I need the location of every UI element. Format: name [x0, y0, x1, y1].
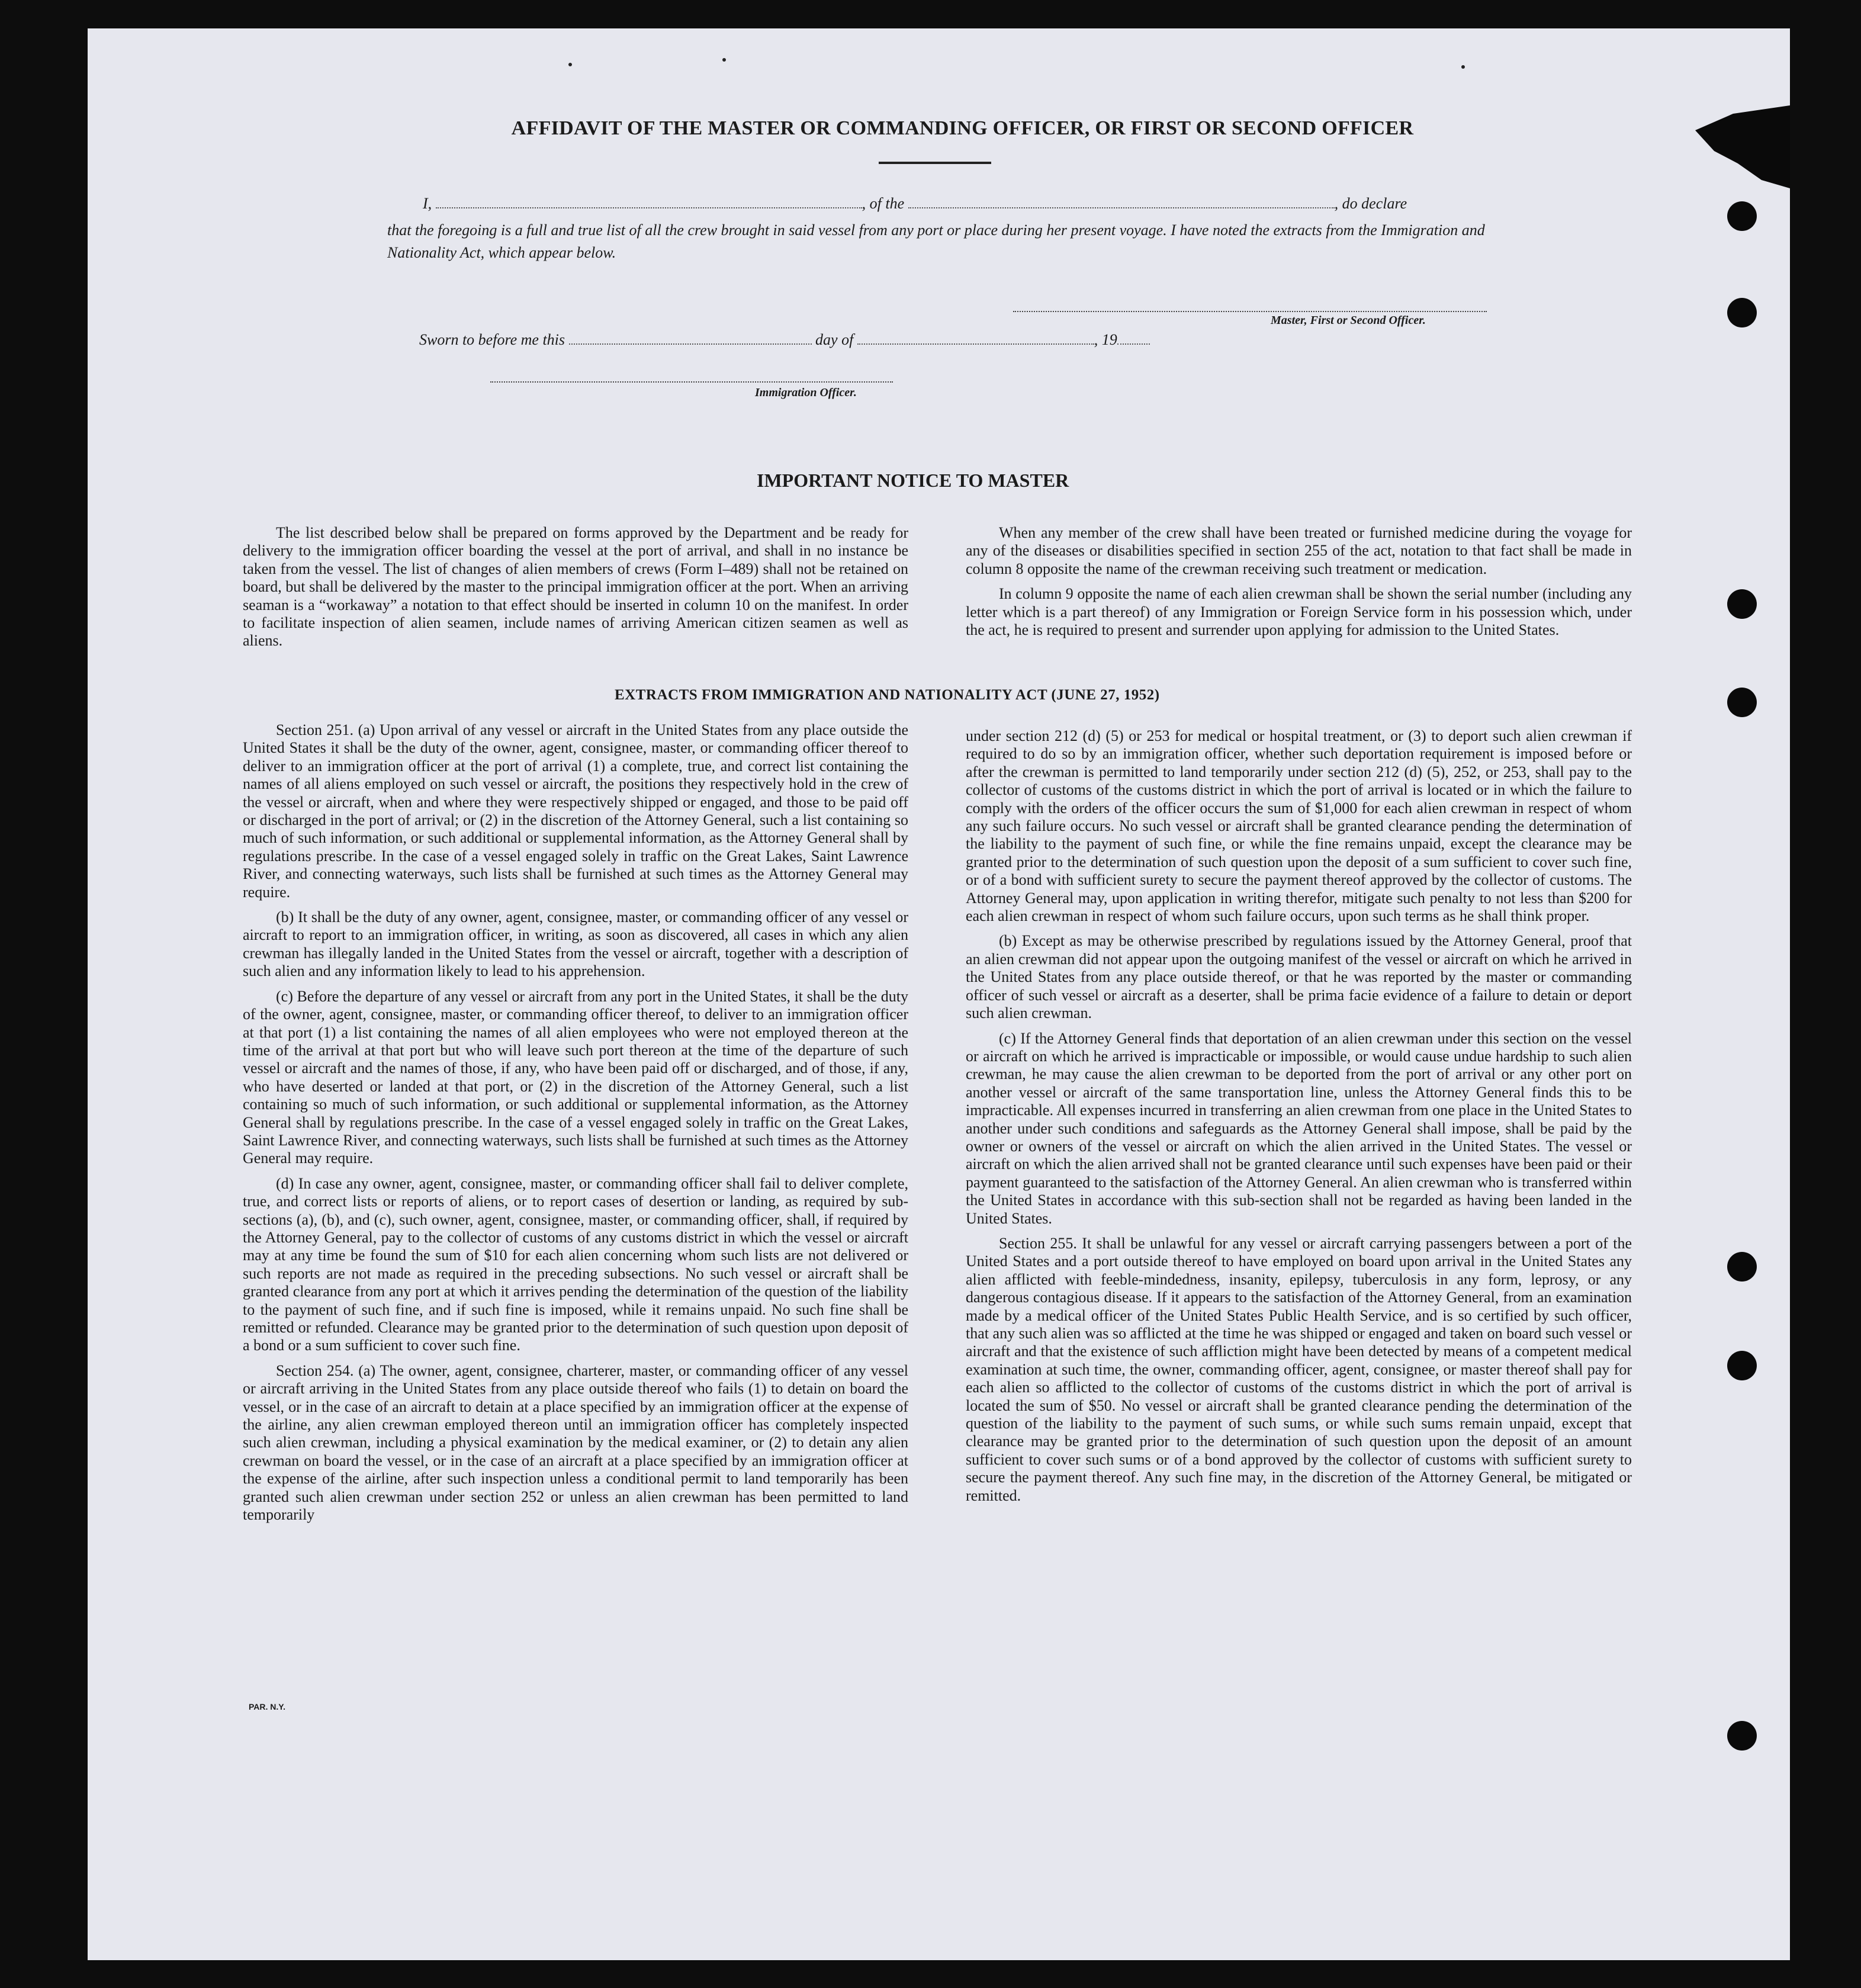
sworn-month-field[interactable]: [857, 330, 1094, 345]
extract-paragraph: (b) It shall be the duty of any owner, agent, consignee, master, or commanding officer of any vessel or aircraft to report to an immigration officer, in writing, as soon as discovered, all cases in which any alien crewman has illegally landed in the United States from the vessel or aircraft, together with a description of such alien and any information likely to lead to his apprehension.: [243, 908, 908, 980]
speck: [1461, 65, 1465, 69]
declare-suffix: , do declare: [1334, 195, 1407, 212]
vessel-name-field[interactable]: [908, 194, 1335, 208]
title-divider: [879, 162, 991, 164]
binder-hole: [1727, 201, 1757, 231]
declarant-name-field[interactable]: [436, 194, 862, 208]
declarant-prefix: I,: [423, 195, 432, 212]
extract-paragraph: (c) If the Attorney General finds that deportation of an alien crewman under this section on the vessel or aircraft on which he arrived is impracticable or impossible, or would cause undue hardship to such alien crewman, he may cause the alien crewman to be deported from the port of arrival or any other port on another vessel or aircraft of the same transportation line, unless the Attorney General finds this to be impracticable. All expenses incurred in transferring an alien crewman from one place in the United States to another under such conditions and safeguards as the Attorney General shall impose, shall be paid by the owner or owners of the vessel or aircraft on which the alien arrived in the United States. The vessel or aircraft on which the alien arrived shall not be granted clearance until such expenses have been paid or their payment guaranteed to the satisfaction of the Attorney General. An alien crewman who is transferred within the United States in accordance with this sub-section shall not be regarded as having been landed in the United States.: [966, 1029, 1632, 1227]
binder-hole: [1727, 298, 1757, 327]
notice-paragraph: The list described below shall be prepared on forms approved by the Department and be ready for delivery to the immigration officer boarding the vessel at the port of arrival, and shall in no instance be taken from the vessel. The list of changes of alien members of crews (Form I–489) shall not be retained on board, but shall be delivered by the master to the principal immigration officer at the port. When an arriving seaman is a “workaway” a notation to that effect should be inserted in column 10 on the manifest. In order to facilitate inspection of alien seamen, include names of arriving American citizen seamen as well as aliens.: [243, 524, 908, 650]
declaration-line: [423, 194, 1407, 213]
extracts-right-column: [966, 727, 1632, 1512]
document-page: [88, 28, 1790, 1960]
binder-hole: [1727, 1252, 1757, 1282]
binder-hole: [1727, 688, 1757, 717]
extract-paragraph: Section 254. (a) The owner, agent, consignee, charterer, master, or commanding officer of any vessel or aircraft arriving in the United States from any place outside thereof who fails (1) to detain on board the vessel, or in the case of an aircraft to detain at a place specified by an immigration officer at the expense of the airline, any alien crewman employed thereon until an immigration officer has completely inspected such alien crewman, including a physical examination by the medical examiner, or (2) to detain any alien crewman on board the vessel, or in the case of an aircraft at a place specified by an immigration officer at the expense of the airline, after such inspection unless a conditional permit to land temporarily has been granted such alien crewman under section 252 or unless an alien crewman has been permitted to land temporarily: [243, 1361, 908, 1524]
extract-paragraph: (c) Before the departure of any vessel or aircraft from any port in the United States, it shall be the duty of the owner, agent, consignee, master, or commanding officer thereof, to deliver to an immigration officer at that port (1) a list containing the names of all alien employees who were not employed thereon at the time of the arrival at that port but who will leave such port thereon at the time of the departure of such vessel or aircraft and the names of those, if any, who have been paid off or discharged, and of those, if any, who have deserted or landed at that port, or (2) in the discretion of the Attorney General, such a list containing so much of such information, or such additional or supplemental information, as the Attorney General shall by regulations prescribe. In the case of a vessel engaged solely in traffic on the Great Lakes, Saint Lawrence River, and connecting waterways, such lists shall be furnished at such times as the Attorney General may require.: [243, 987, 908, 1167]
extract-paragraph: under section 212 (d) (5) or 253 for medical or hospital treatment, or (3) to deport such alien crewman if required to do so by an immigration officer, whether such deportation requirement is imposed before or after the crewman is permitted to land temporarily under section 212 (d) (5), 252, or 253, shall pay to the collector of customs of the customs district in which the port of arrival is located or in which the failure to comply with the orders of the officer occurs the sum of $1,000 for each alien crewman in respect of whom any such failure occurs. No such vessel or aircraft shall be granted clearance pending the determination of the liability to the payment of such fine, or while the fine remains unpaid, except the clearance may be granted prior to the determination of such question upon the deposit of a sum sufficient to cover such fine, or of a bond with sufficient surety to secure the payment thereof approved by the collector of customs. The Attorney General may, upon application in writing therefor, mitigate such penalty to not less than $200 for each alien crewman in respect of whom such failure occurs, upon such terms as he shall think proper.: [966, 727, 1632, 925]
extract-paragraph: (d) In case any owner, agent, consignee, master, or commanding officer shall fail to deliver complete, true, and correct lists or reports of aliens, or to report cases of desertion or landing, as required by sub-sections (a), (b), and (c), such owner, agent, consignee, master, or commanding officer, shall, if required by the Attorney General, pay to the collector of customs of any customs district in which the vessel or aircraft may at any time be found the sum of $10 for each alien concerning whom such lists are not delivered or such reports are not made as required in the preceding subsections. No such vessel or aircraft shall be granted clearance from any port at which it arrives pending the determination of the question of the liability to the payment of such fine, and if such fine is imposed, while it remains unpaid. No such fine shall be remitted or refunded. Clearance may be granted prior to the determination of such question upon deposit of a bond or a sum sufficient to cover such fine.: [243, 1174, 908, 1354]
binder-hole: [1727, 589, 1757, 619]
vessel-prefix: , of the: [862, 195, 905, 212]
sworn-prefix: Sworn to before me this: [419, 331, 565, 348]
officer-signature-field[interactable]: [490, 380, 893, 383]
notice-title: IMPORTANT NOTICE TO MASTER: [757, 470, 1069, 491]
sworn-day-field[interactable]: [569, 330, 812, 345]
year-prefix: , 19: [1094, 331, 1117, 348]
notice-paragraph: When any member of the crew shall have been treated or furnished medicine during the voyage for any of the diseases or disabilities specified in section 255 of the act, notation to that fact shall be made in column 8 opposite the name of the crewman receiving such treatment or medication.: [966, 524, 1632, 577]
extract-paragraph: (b) Except as may be otherwise prescribed by regulations issued by the Attorney General, proof that an alien crewman did not appear upon the outgoing manifest of the vessel or aircraft on which he arrived in the United States from any place outside thereof, or that he was reported by the master or commanding officer of such vessel or aircraft as a deserter, shall be prima facie evidence of a failure to detain or deport such alien crewman.: [966, 932, 1632, 1022]
printer-mark: PAR. N.Y.: [249, 1702, 285, 1711]
master-signature-label: Master, First or Second Officer.: [1271, 314, 1426, 327]
affidavit-title: AFFIDAVIT OF THE MASTER OR COMMANDING OFFICER, OR FIRST OR SECOND OFFICER: [511, 117, 1414, 139]
sworn-year-field[interactable]: [1117, 330, 1150, 345]
declaration-text: that the foregoing is a full and true list of all the crew brought in said vessel from any port or place during her present voyage. I have noted the extracts from the Immigration and Nationality Act, which appear below.: [387, 221, 1485, 261]
day-of-label: day of: [815, 331, 854, 348]
sworn-line: [419, 330, 1150, 349]
officer-signature-label: Immigration Officer.: [755, 386, 857, 399]
binder-hole: [1727, 1721, 1757, 1751]
notice-left-column: [243, 524, 908, 657]
extract-paragraph: Section 251. (a) Upon arrival of any vessel or aircraft in the United States from any place outside the United States it shall be the duty of the owner, agent, consignee, master, or commanding officer thereof to deliver to an immigration officer at the port of arrival (1) a complete, true, and correct list containing the names of all aliens employed on such vessel or aircraft, the positions they respectively hold in the crew of the vessel or aircraft, when and where they were respectively shipped or engaged, and those to be paid off or discharged in the port of arrival; or (2) in the discretion of the Attorney General, such a list containing so much of such information, or such additional or supplemental information, as the Attorney General shall by regulations prescribe. In the case of a vessel engaged solely in traffic on the Great Lakes, Saint Lawrence River, and connecting waterways, such lists shall be furnished at such times as the Attorney General may require.: [243, 721, 908, 901]
extracts-left-column: [243, 721, 908, 1531]
notice-right-column: [966, 524, 1632, 646]
speck: [568, 63, 572, 66]
extracts-title: EXTRACTS FROM IMMIGRATION AND NATIONALITY ACT (JUNE 27, 1952): [615, 687, 1160, 703]
notice-paragraph: In column 9 opposite the name of each alien crewman shall be shown the serial number (including any letter which is a part thereof) of any Immigration or Foreign Service form in his possession which, under the act, he is required to present and surrender upon applying for admission to the United States.: [966, 585, 1632, 639]
master-signature-field[interactable]: [1013, 310, 1487, 312]
speck: [722, 58, 726, 62]
binder-hole: [1727, 1351, 1757, 1380]
extract-paragraph: Section 255. It shall be unlawful for any vessel or aircraft carrying passengers between a port of the United States and a port outside thereof to have employed on board upon arrival in the United States any alien afflicted with feeble-mindedness, insanity, epilepsy, tuberculosis in any form, leprosy, or any dangerous contagious disease. If it appears to the satisfaction of the Attorney General, from an examination made by a medical officer of the United States Public Health Service, and is so certified by such officer, that any such alien was so afflicted at the time he was shipped or engaged and taken on board such vessel or aircraft and that the existence of such affliction might have been detected by means of a competent medical examination at such time, the owner, commanding officer, agent, consignee, or master thereof shall pay for each alien so afflicted to the collector of customs of the customs district in which the port of arrival is located the sum of $50. No vessel or aircraft shall be granted clearance pending the determination of the question of the liability to the payment of such sums, or while such sums remain unpaid, except that clearance may be granted prior to the determination of such question upon the deposit of an amount sufficient to cover such sums or of a bond approved by the collector of customs with sufficient surety to secure the payment thereof. Any such fine may, in the discretion of the Attorney General, be mitigated or remitted.: [966, 1234, 1632, 1504]
